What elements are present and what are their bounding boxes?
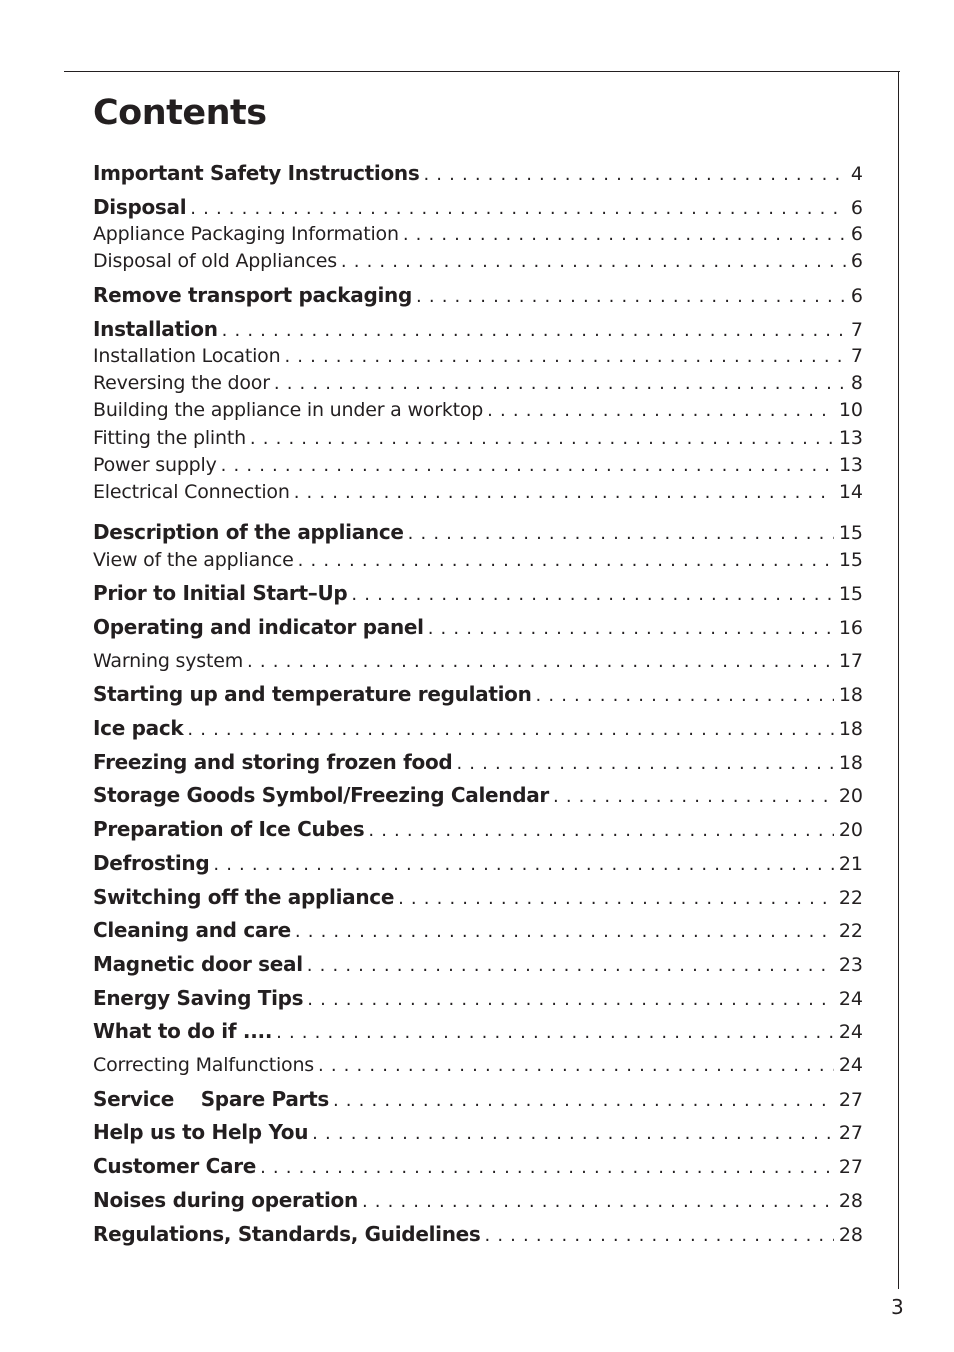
toc-entry-installation-location[interactable] <box>93 343 863 369</box>
toc-entry-power-supply[interactable] <box>93 452 863 478</box>
dot-leader <box>452 751 833 775</box>
toc-entry-title: Freezing and storing frozen food <box>93 750 453 774</box>
toc-entry-prior-to-initial-start-up[interactable] <box>93 580 863 606</box>
toc-entry-title: Installation <box>93 317 218 341</box>
toc-entry-reversing-the-door[interactable] <box>93 370 863 396</box>
dot-leader <box>272 1020 834 1044</box>
dot-leader <box>294 548 834 573</box>
toc-entry-page: 28 <box>838 1224 863 1246</box>
dot-leader <box>364 818 833 842</box>
dot-leader <box>217 453 834 478</box>
toc-entry-page: 6 <box>850 250 863 272</box>
toc-entry-page: 23 <box>838 954 863 976</box>
toc-entry-page: 15 <box>838 522 863 544</box>
toc-entry-title: Correcting Malfunctions <box>93 1054 314 1076</box>
toc-entry-page: 6 <box>850 197 863 219</box>
toc-entry-page: 14 <box>838 481 863 503</box>
dot-leader <box>412 284 846 308</box>
toc-entry-page: 7 <box>850 319 863 341</box>
toc-entry-page: 22 <box>838 920 863 942</box>
toc-entry-title: Building the appliance in under a worktop <box>93 399 484 421</box>
toc-entry-title: Reversing the door <box>93 372 270 394</box>
toc-entry-title: Electrical Connection <box>93 481 290 503</box>
toc-entry-switching-off-the-appliance[interactable] <box>93 884 863 910</box>
toc-entry-title: Appliance Packaging Information <box>93 223 399 245</box>
toc-entry-title: Warning system <box>93 650 244 672</box>
toc-entry-title: Important Safety Instructions <box>93 161 420 185</box>
toc-entry-installation[interactable] <box>93 316 863 342</box>
table-of-contents <box>93 0 863 1352</box>
toc-entry-noises-during-operation[interactable] <box>93 1187 863 1213</box>
toc-entry-electrical-connection[interactable] <box>93 479 863 505</box>
toc-entry-page: 27 <box>838 1089 863 1111</box>
toc-entry-title: Help us to Help You <box>93 1120 309 1144</box>
toc-entry-title: Starting up and temperature regulation <box>93 682 532 706</box>
toc-entry-page: 8 <box>850 372 863 394</box>
toc-entry-starting-up-and-temperature-regulation[interactable] <box>93 681 863 707</box>
dot-leader <box>532 683 834 707</box>
toc-entry-page: 27 <box>838 1122 863 1144</box>
toc-entry-appliance-packaging-information[interactable] <box>93 221 863 247</box>
toc-entry-help-us-to-help-you[interactable] <box>93 1119 863 1145</box>
toc-entry-warning-system[interactable] <box>93 648 863 674</box>
toc-entry-customer-care[interactable] <box>93 1153 863 1179</box>
toc-entry-title: Energy Saving Tips <box>93 986 304 1010</box>
toc-entry-title: Power supply <box>93 454 217 476</box>
dot-leader <box>256 1155 834 1179</box>
toc-entry-page: 17 <box>838 650 863 672</box>
toc-entry-title: Defrosting <box>93 851 210 875</box>
dot-leader <box>209 852 833 876</box>
toc-entry-fitting-the-plinth[interactable] <box>93 425 863 451</box>
toc-entry-freezing-and-storing-frozen-food[interactable] <box>93 749 863 775</box>
dot-leader <box>399 222 846 247</box>
toc-entry-page: 16 <box>838 617 863 639</box>
dot-leader <box>280 344 845 369</box>
toc-entry-page: 15 <box>838 583 863 605</box>
toc-entry-page: 10 <box>838 399 863 421</box>
toc-entry-page: 6 <box>850 223 863 245</box>
toc-entry-correcting-malfunctions[interactable] <box>93 1052 863 1078</box>
dot-leader <box>481 1223 834 1247</box>
toc-entry-title: Fitting the plinth <box>93 427 246 449</box>
toc-entry-what-to-do-if[interactable] <box>93 1018 863 1044</box>
toc-entry-title: Service Spare Parts <box>93 1087 329 1111</box>
dot-leader <box>246 426 834 451</box>
toc-entry-energy-saving-tips[interactable] <box>93 985 863 1011</box>
toc-entry-title: Ice pack <box>93 716 184 740</box>
toc-entry-title: Disposal <box>93 195 187 219</box>
toc-entry-cleaning-and-care[interactable] <box>93 917 863 943</box>
dot-leader <box>218 318 846 342</box>
toc-entry-disposal[interactable] <box>93 194 863 220</box>
toc-entry-ice-pack[interactable] <box>93 715 863 741</box>
toc-entry-title: Remove transport packaging <box>93 283 413 307</box>
toc-entry-page: 6 <box>850 285 863 307</box>
toc-entry-page: 18 <box>838 718 863 740</box>
toc-entry-page: 18 <box>838 684 863 706</box>
toc-entry-title: Magnetic door seal <box>93 952 303 976</box>
page-title: Contents <box>93 93 267 133</box>
toc-entry-page: 22 <box>838 887 863 909</box>
toc-entry-page: 20 <box>838 819 863 841</box>
toc-entry-page: 18 <box>838 752 863 774</box>
toc-entry-title: Description of the appliance <box>93 520 404 544</box>
dot-leader <box>308 1121 834 1145</box>
toc-entry-magnetic-door-seal[interactable] <box>93 951 863 977</box>
toc-entry-title: What to do if .... <box>93 1019 273 1043</box>
dot-leader <box>337 249 846 274</box>
toc-entry-preparation-of-ice-cubes[interactable] <box>93 816 863 842</box>
toc-entry-title: Noises during operation <box>93 1188 358 1212</box>
dot-leader <box>314 1053 834 1078</box>
toc-entry-page: 24 <box>838 988 863 1010</box>
dot-leader <box>303 953 834 977</box>
toc-entry-page: 20 <box>838 785 863 807</box>
toc-entry-title: Cleaning and care <box>93 918 291 942</box>
dot-leader <box>270 371 846 396</box>
page-number: 3 <box>891 1295 904 1319</box>
dot-leader <box>358 1189 834 1213</box>
toc-entry-title: Operating and indicator panel <box>93 615 424 639</box>
toc-entry-page: 13 <box>838 427 863 449</box>
dot-leader <box>329 1088 834 1112</box>
dot-leader <box>243 649 834 674</box>
toc-entry-page: 27 <box>838 1156 863 1178</box>
toc-entry-title: Preparation of Ice Cubes <box>93 817 365 841</box>
dot-leader <box>394 886 834 910</box>
toc-entry-title: Disposal of old Appliances <box>93 250 337 272</box>
right-rule <box>898 71 899 1289</box>
toc-entry-title: Regulations, Standards, Guidelines <box>93 1222 481 1246</box>
dot-leader <box>549 784 834 808</box>
dot-leader <box>303 987 834 1011</box>
toc-entry-page: 7 <box>850 345 863 367</box>
toc-entry-operating-and-indicator-panel[interactable] <box>93 614 863 640</box>
toc-entry-view-of-the-appliance[interactable] <box>93 547 863 573</box>
dot-leader <box>483 398 834 423</box>
dot-leader <box>183 717 833 741</box>
toc-entry-page: 4 <box>850 163 863 185</box>
toc-entry-storage-goods-symbol[interactable] <box>93 782 863 808</box>
dot-leader <box>291 919 834 943</box>
toc-entry-title: View of the appliance <box>93 549 294 571</box>
dot-leader <box>347 582 833 606</box>
toc-entry-defrosting[interactable] <box>93 850 863 876</box>
dot-leader <box>419 162 845 186</box>
dot-leader <box>424 616 834 640</box>
toc-entry-page: 24 <box>838 1054 863 1076</box>
toc-entry-page: 13 <box>838 454 863 476</box>
toc-entry-title: Storage Goods Symbol/Freezing Calendar <box>93 783 549 807</box>
toc-entry-important-safety-instructions[interactable] <box>93 160 863 186</box>
dot-leader <box>186 196 846 220</box>
toc-entry-page: 21 <box>838 853 863 875</box>
toc-entry-service-spare-parts[interactable] <box>93 1086 863 1112</box>
toc-entry-remove-transport-packaging[interactable] <box>93 282 863 308</box>
toc-entry-title: Switching off the appliance <box>93 885 395 909</box>
toc-entry-page: 15 <box>838 549 863 571</box>
toc-entry-description-of-the-appliance[interactable] <box>93 519 863 545</box>
toc-entry-page: 28 <box>838 1190 863 1212</box>
toc-entry-title: Prior to Initial Start–Up <box>93 581 348 605</box>
toc-entry-title: Installation Location <box>93 345 281 367</box>
dot-leader <box>404 521 834 545</box>
toc-entry-disposal-of-old-appliances[interactable] <box>93 248 863 274</box>
toc-entry-page: 24 <box>838 1021 863 1043</box>
toc-entry-title: Customer Care <box>93 1154 257 1178</box>
toc-entry-building-in-under-worktop[interactable] <box>93 397 863 423</box>
dot-leader <box>290 480 834 505</box>
toc-entry-regulations-standards-guidelines[interactable] <box>93 1221 863 1247</box>
